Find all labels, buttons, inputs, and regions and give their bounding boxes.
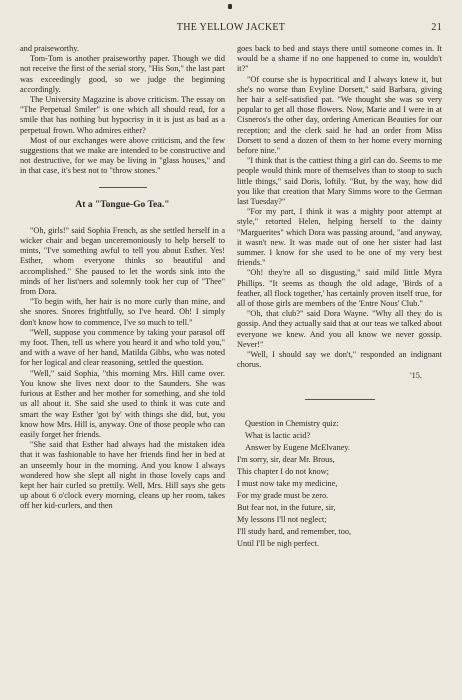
paragraph: Tom-Tom is another praiseworthy paper. Though we did not receive the first of the serial story, "His Son," the last part was exceedingly good, so we judge the beginning accordingly.	[20, 54, 225, 94]
poem-line: Until I'll be nigh perfect.	[237, 538, 319, 548]
poem-line: I must now take my medicine,	[237, 478, 338, 488]
paragraph: and praiseworthy.	[20, 44, 79, 53]
paragraph: goes back to bed and stays there until someone comes in. It would be a shame if no one happened to come in, wouldn't it?"	[237, 44, 442, 74]
paragraph: Most of our exchanges were above criticism, and the few suggestions that we make are intended to be constructive and not destructive, for we may be living in "glass houses," and in that case, it's best not to "throw stones."	[20, 135, 225, 176]
poem-line: This chapter I do not know;	[237, 466, 329, 476]
paragraph: The University Magazine is above criticism. The essay on "The Perpetual Smiler" is one which all should read, for a smile that has nothing but hypocrisy in it is just as bad as a perpetual frown. Who admires either?	[20, 95, 225, 135]
paragraph: "Well," said Sophia, "this morning Mrs. Hill came over. You know she lives next door to the Saunders. She was furious at Esther and her mother for something, and she told us all about it. She said she used to think it was cute and smart the way Esther 'got by' with things she did, but, you know how Mrs. Hill is, anyway. One of those people who can easily forget her friends.	[20, 368, 226, 439]
section-divider	[305, 399, 375, 400]
poem-line: But fear not, in the future, sir,	[237, 502, 336, 512]
paragraph: "To begin with, her hair is no more curly than mine, and she snores. Snores frightfully, so I've heard. Oh! I simply don't know how to commence, I've so much to tell."	[20, 297, 225, 327]
paragraph: "Well, suppose you commence by taking your parasol off my foot. Then, tell us where you heard it and who told you," and with a wave of her hand, Matilda Gibbs, who was noted for her logical and clear reasoning, settled the question.	[20, 327, 225, 368]
paragraph: "For my part, I think it was a mighty poor attempt at style," retorted Helen, helping herself to the dainty "Marguerites" which Dora was passing around, "and anyway, it wasn't new. It was made out of one her sister had last summer. I know for she used to be one of my very best friends."	[237, 207, 442, 268]
paragraph: "Oh, that club?" said Dora Wayne. "Why all they do is gossip. And they actually said that at our teas we talked about everyone we knew. And you all know we never gossip. Never!"	[237, 309, 442, 349]
paragraph: "Of course she is hypocritical and I always knew it, but she's no worse than Evyline Dorsett," said Barbara, giving her hair a self-satisfied pat. "We thought she was so very popular to get all those flowers. Now, Marie and I were in at Cisneros's the other day, ordering American Beauties for our reception; and the clerk said he had an order from Miss Dorsett to send a dozen of them to her home every morning before nine."	[237, 74, 442, 156]
section-divider	[99, 187, 147, 188]
paragraph: "Well, I should say we don't," responded an indignant chorus.	[237, 350, 442, 370]
poem-line: My lessons I'll not neglect;	[237, 514, 327, 524]
poem-line: I'll study hard, and remember, too,	[237, 526, 352, 536]
page-header	[20, 22, 442, 34]
poem-line: What is lactic acid?	[245, 430, 311, 440]
poem-line: Question in Chemistry quiz:	[245, 418, 339, 428]
paragraph: "Oh! they're all so disgusting," said mild little Myra Phillips. "It seems as though the old adage, 'Birds of a feather, all flock together,' has certainly proven itself true, for all of those girls are members of the 'Entre Nous' Club."	[237, 268, 442, 309]
poem-line: I'm sorry, sir, dear Mr. Brous,	[237, 454, 335, 464]
poem-line: Answer by Eugene McElvaney.	[245, 442, 350, 452]
paragraph: "Oh, girls!" said Sophia French, as she settled herself in a wicker chair and began unceremoniously to help herself to mints, "I've something awful to tell you about Esther. Yes! Esther, whom everyone thinks so beautiful and accomplished." She paused to let the words sink into the minds of her list'ners and solemnly took her cup of "Thee" from Dora.	[20, 225, 225, 297]
paragraph: "She said that Esther had always had the mistaken idea that it was fashionable to have her friends find her in bed at an unseemly hour in the morning. And you know I always wondered how she slept all night in those lovely caps and kept her hair curled so prettily. Well, Mrs. Hill says she gets up about 6 o'clock every morning, cleans up her room, takes off her kid-curlers, and then	[20, 440, 225, 511]
poem	[237, 418, 442, 550]
poem-line: For my grade must be zero.	[237, 490, 329, 500]
left-column	[20, 44, 225, 512]
paragraph: "I think that is the cattiest thing a girl can do. Seems to me people would think more of themselves than to stoop to such little things," said Doris, loftily. "But, by the way, how did you like that creation that Mary Simms wore to the German last Tuesday?"	[237, 156, 442, 207]
page-mark	[228, 4, 232, 9]
page-number: 21	[431, 22, 442, 33]
magazine-title: THE YELLOW JACKET	[176, 22, 286, 33]
section-heading: At a "Tongue-Go Tea."	[75, 199, 170, 210]
author-signature: '15.	[410, 370, 422, 380]
right-column	[237, 44, 442, 550]
